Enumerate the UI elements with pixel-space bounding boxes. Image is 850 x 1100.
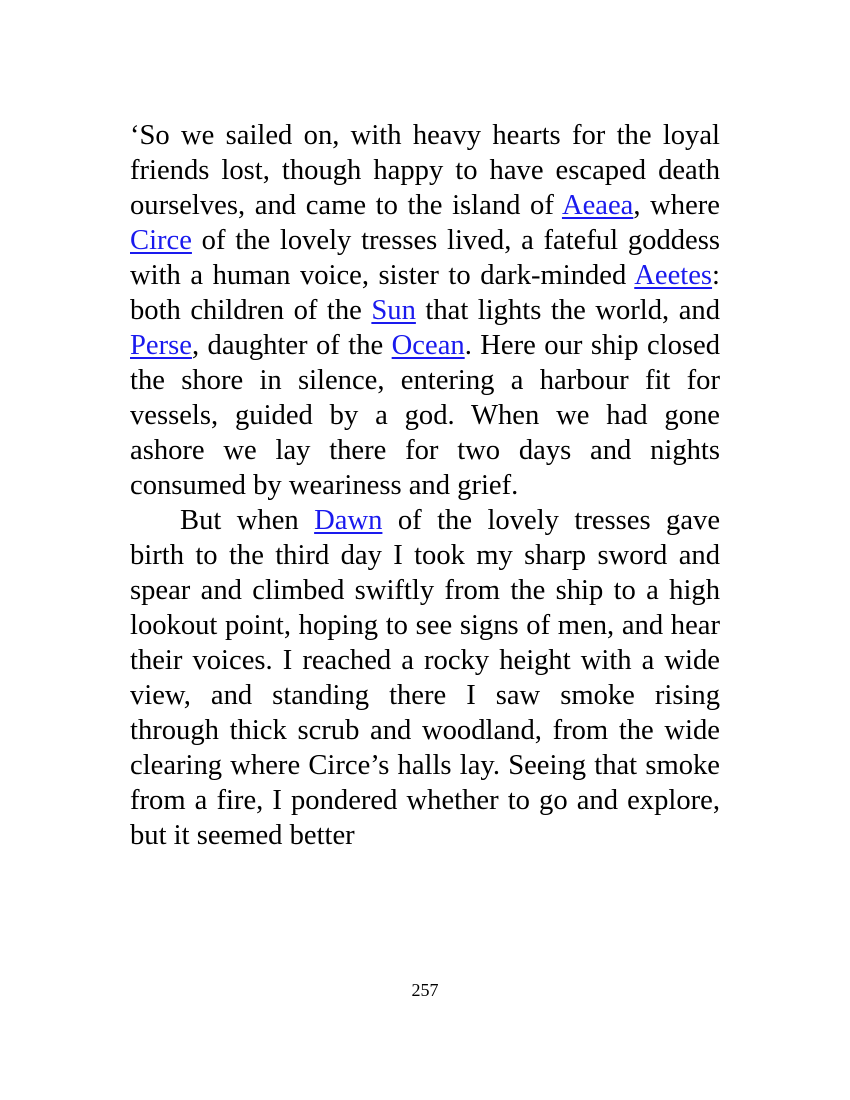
- text-segment: ‘So we sailed on, with heavy hearts for the loyal friends lost, though happy to have escaped death ourselves, and came to the island of: [130, 120, 720, 221]
- text-segment: that lights the world, and: [415, 295, 720, 326]
- text-segment: , where: [633, 190, 720, 221]
- text-segment: , daughter of the: [191, 330, 392, 361]
- link-aeaea[interactable]: Aeaea: [561, 190, 634, 221]
- paragraph-2: [130, 503, 720, 853]
- page-number: 257: [411, 980, 439, 1000]
- paragraph-1: [130, 118, 720, 503]
- link-aeetes[interactable]: Aeetes: [634, 260, 713, 291]
- text-segment: But when: [180, 505, 315, 536]
- link-ocean[interactable]: Ocean: [391, 330, 465, 361]
- text-segment: : both children of the: [130, 260, 720, 326]
- text-segment: . Here our ship closed the shore in silence, entering a harbour fit for vessels, guided by a god. When we had gone ashore we lay there for two days and nights consumed by weariness and grief.: [130, 330, 720, 501]
- text-segment: of the lovely tresses gave birth to the third day I took my sharp sword and spear and climbed swiftly from the ship to a high lookout point, hoping to see signs of men, and hear their voices. I reached a rocky height with a wide view, and standing there I saw smoke rising through thick scrub and woodland, from the wide clearing where Circe’s halls lay. Seeing that smoke from a fire, I pondered whether to go and explore, but it seemed better: [130, 505, 721, 851]
- link-circe[interactable]: Circe: [130, 225, 192, 256]
- body-text: [130, 118, 720, 853]
- link-dawn[interactable]: Dawn: [314, 505, 383, 536]
- link-sun[interactable]: Sun: [371, 295, 416, 326]
- text-segment: of the lovely tresses lived, a fateful goddess with a human voice, sister to dark-minded: [130, 225, 720, 291]
- link-perse[interactable]: Perse: [130, 330, 192, 361]
